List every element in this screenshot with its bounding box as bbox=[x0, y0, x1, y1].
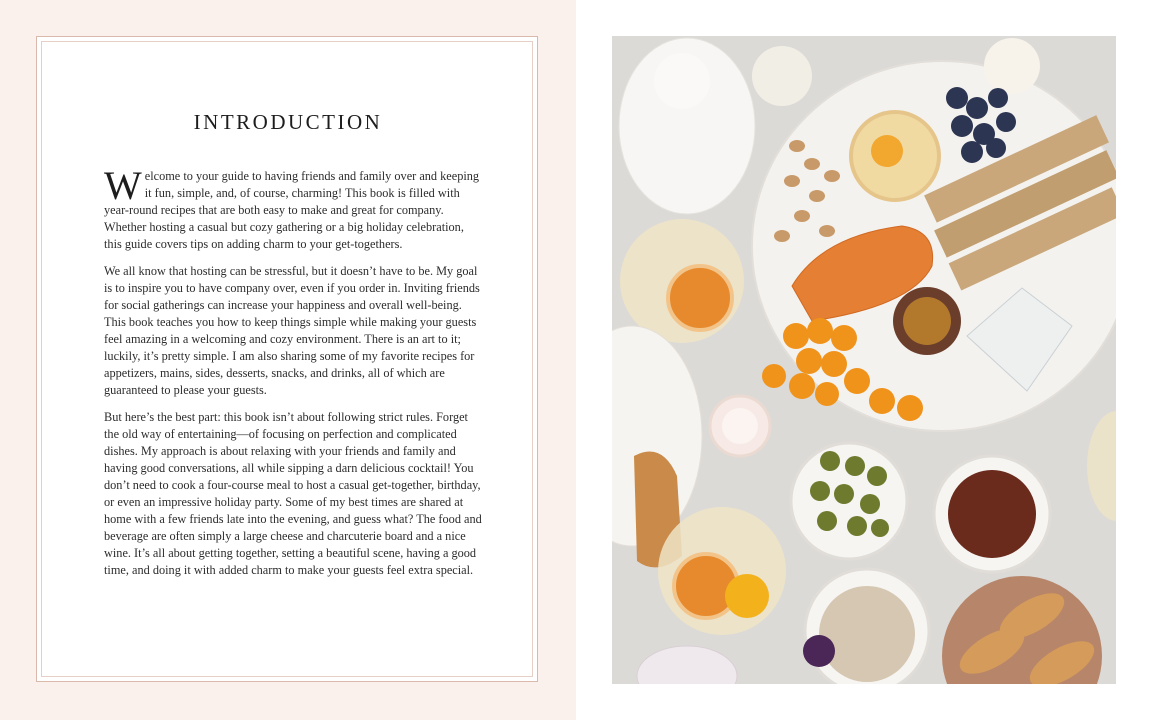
drop-cap: W bbox=[104, 163, 142, 208]
intro-body bbox=[104, 163, 482, 589]
paragraph-1-text: elcome to your guide to having friends and family over and keeping it fun, simple, and, of course, charming! This book is filled with year-round recipes that are both easy to make and great for company. Whether hosting a casual but cozy gathering or a big holiday celebration, this guide covers tips on adding charm to your get-togethers. bbox=[104, 169, 480, 251]
page-title: INTRODUCTION bbox=[193, 110, 383, 134]
paragraph-2: We all know that hosting can be stressful, but it doesn’t have to be. My goal is to inspire you to have company over, even if you order in. Inviting friends for social gatherings can increase your happiness and overall well-being. This book teaches you how to keep things simple while making your guests feel amazing in a welcoming and cozy environment. There is an art to it; luckily, it’s pretty simple. I am also sharing some of my favorite recipes for appetizers, mains, sides, desserts, snacks, and drinks, all of which are guaranteed to please your guests. bbox=[104, 264, 480, 397]
cheese-board-illustration bbox=[612, 36, 1116, 684]
paragraph-3: But here’s the best part: this book isn’t about following strict rules. Forget the old way of entertaining—of focusing on perfection and complicated dishes. My approach is about relaxing with your friends and family and having good conversations, all while sipping a darn delicious cocktail! You don’t need to cook a four-course meal to host a casual get-together, birthday, or even an impressive holiday party. Some of my best times are shared at home with a few friends late into the evening, and guess what? The food and beverage are often simply a large cheese and charcuterie board and a nice wine. It’s all about getting together, setting a beautiful scene, having a good time, and doing it with added charm to make your guests feel extra special. bbox=[104, 410, 482, 577]
paragraph-1 bbox=[104, 163, 482, 253]
food-photo bbox=[612, 36, 1116, 684]
